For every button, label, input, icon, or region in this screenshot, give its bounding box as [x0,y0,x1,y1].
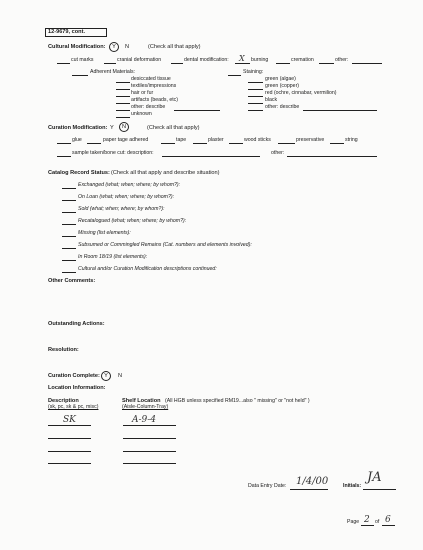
page-total-line[interactable] [382,525,395,526]
catalog-blank-2[interactable] [62,212,76,213]
catalog-blank-0[interactable] [62,188,76,189]
catalog-blank-7[interactable] [62,272,76,273]
cut-marks-blank[interactable] [57,63,70,64]
shelf-location-line[interactable] [123,463,176,464]
preservative-label: preservative [296,137,325,143]
paper-tage-label: paper tage adhered [103,137,149,143]
sample-label: sample taken/bone cut: description: [72,150,154,156]
sample-blank[interactable] [57,156,71,157]
wood-sticks-blank[interactable] [229,143,243,144]
catalog-blank-5[interactable] [62,248,76,249]
sample-desc-line[interactable] [162,156,260,157]
cultural-y-circled[interactable] [109,42,119,52]
description-line[interactable] [48,463,91,464]
curation-complete-y-circled[interactable] [101,371,111,381]
description-subheader: (sk, pc, sk & pc, misc) [48,404,99,410]
cultural-y: Y [109,42,119,52]
curation-mod-n: N [119,122,129,132]
adherent-blank-3[interactable] [116,103,130,104]
shelf-location-note: (All HGB unless specified RM19...also " missing" or "not held" ) [165,398,310,404]
shelf-location-line[interactable] [123,438,176,439]
other-label: other: [335,57,349,63]
catalog-item: Sold (what; when; where; by whom?): [78,206,165,212]
curation-mod-n-circled[interactable] [119,122,129,132]
cremation-label: cremation [291,57,314,63]
adherent-item: hair or fur [131,90,154,96]
wood-sticks-label: wood sticks [244,137,271,143]
adherent-item: unknown [131,111,152,117]
location-label: Location Information: [48,385,106,391]
initials-line[interactable] [363,489,396,490]
data-entry-date-label: Data Entry Date: [248,483,287,489]
adherent-item: artifacts (beads, etc) [131,97,178,103]
tape-blank[interactable] [161,143,175,144]
curation-complete-y: Y [101,371,111,381]
staining-blank-3[interactable] [248,103,263,104]
other-text-line[interactable] [352,63,382,64]
staining-blank-2[interactable] [248,96,263,97]
staining-other-line[interactable] [303,110,377,111]
page-current-line[interactable] [361,525,374,526]
staining-blank[interactable] [228,75,241,76]
cultural-note: (Check all that apply) [148,44,201,50]
initials-signature: JA [367,470,382,485]
shelf-location-value: A-9-4 [132,415,157,425]
cultural-mod-label: Cultural Modification: [48,44,106,50]
description-line[interactable] [48,425,91,426]
paper-tage-blank[interactable] [87,143,101,144]
cut-marks-label: cut marks [71,57,94,63]
burning-label: burning [251,57,269,63]
description-line[interactable] [48,451,91,452]
adherent-item: desiccated tissue [131,76,171,82]
curation-complete-n[interactable]: N [118,373,123,379]
glue-label: glue [72,137,82,143]
catalog-blank-6[interactable] [62,260,76,261]
catalog-blank-3[interactable] [62,224,76,225]
adherent-other-line[interactable] [174,110,220,111]
cremation-blank[interactable] [276,63,290,64]
adherent-blank-4[interactable] [116,110,130,111]
other-blank[interactable] [319,63,334,64]
dental-blank[interactable] [171,63,183,64]
curation-mod-y[interactable]: Y [110,125,114,131]
string-blank[interactable] [330,143,344,144]
adherent-blank-5[interactable] [116,117,130,118]
shelf-location-subheader: (Aisle-Column-Tray) [122,404,169,410]
staining-item: green (algae) [265,76,296,82]
preservative-blank[interactable] [278,143,295,144]
staining-header: Staining: [243,69,264,75]
catalog-status-note: (Check all that apply and describe situation) [111,170,220,176]
dental-label: dental modification: [184,57,229,63]
staining-item: black [265,97,278,103]
staining-blank-4[interactable] [248,110,263,111]
shelf-location-line[interactable] [123,425,176,426]
adherent-item: textiles/impressions [131,83,177,89]
glue-blank[interactable] [57,143,71,144]
catalog-blank-1[interactable] [62,200,76,201]
resolution-label: Resolution: [48,347,79,353]
initials-label: Initials: [343,483,362,489]
catalog-blank-4[interactable] [62,236,76,237]
data-entry-date-line[interactable] [290,489,328,490]
catalog-status-label: Catalog Record Status: [48,170,110,176]
staining-blank-0[interactable] [248,82,263,83]
curation-mod-label: Curation Modification: [48,125,108,131]
other-comments-label: Other Comments: [48,278,96,284]
adherent-blank-0[interactable] [116,82,130,83]
plaster-label: plaster [208,137,224,143]
staining-item: red (ochre, cinnabar, vermilion) [265,90,337,96]
catalog-item: Subsumed or Commingled Remains (Cat. numbers and elements involved): [78,242,252,248]
burning-blank[interactable] [235,63,250,64]
record-id: 12-9679, cont. [48,29,85,35]
adherent-blank-1[interactable] [116,89,130,90]
adherent-item: other: describe [131,104,166,110]
adherent-header: Adherent Materials: [90,69,135,75]
catalog-item: In Room 18/19 (list elements): [78,254,148,260]
shelf-location-line[interactable] [123,451,176,452]
cranial-blank[interactable] [104,63,116,64]
catalog-item: Cultural and/or Curation Modification descriptions continued: [78,266,217,272]
outstanding-actions-label: Outstanding Actions: [48,321,105,327]
cultural-n[interactable]: N [125,44,130,50]
shelf-location-header: Shelf Location [122,398,161,404]
page-of: of [375,519,380,525]
cranial-label: cranial deformation [117,57,162,63]
staining-item: green (copper) [265,83,300,89]
page-label: Page [347,519,360,525]
burning-mark: X [239,54,245,63]
page-current: 2 [364,515,370,525]
description-header: Description [48,398,79,404]
plaster-blank[interactable] [193,143,207,144]
record-id-box [45,28,107,37]
page-total: 6 [385,515,391,525]
description-line[interactable] [48,438,91,439]
catalog-item: Missing (list elements): [78,230,131,236]
catalog-item: Exchanged (what; when; where; by whom?): [78,182,181,188]
catalog-item: On Loan (what; when; where; by whom?): [78,194,175,200]
staining-item: other: describe [265,104,300,110]
data-entry-date-value: 1/4/00 [296,476,329,487]
string-label: string [345,137,358,143]
curation-other-label: other: [271,150,285,156]
curation-other-line[interactable] [287,156,377,157]
adherent-blank-2[interactable] [116,96,130,97]
curation-complete-label: Curation Complete: [48,373,100,379]
adherent-blank[interactable] [72,75,88,76]
curation-mod-note: (Check all that apply) [147,125,200,131]
staining-blank-1[interactable] [248,89,263,90]
catalog-item: Recatalogued (what; when; where; by whom?): [78,218,187,224]
tape-label: tape [176,137,187,143]
description-value: SK [63,415,76,425]
